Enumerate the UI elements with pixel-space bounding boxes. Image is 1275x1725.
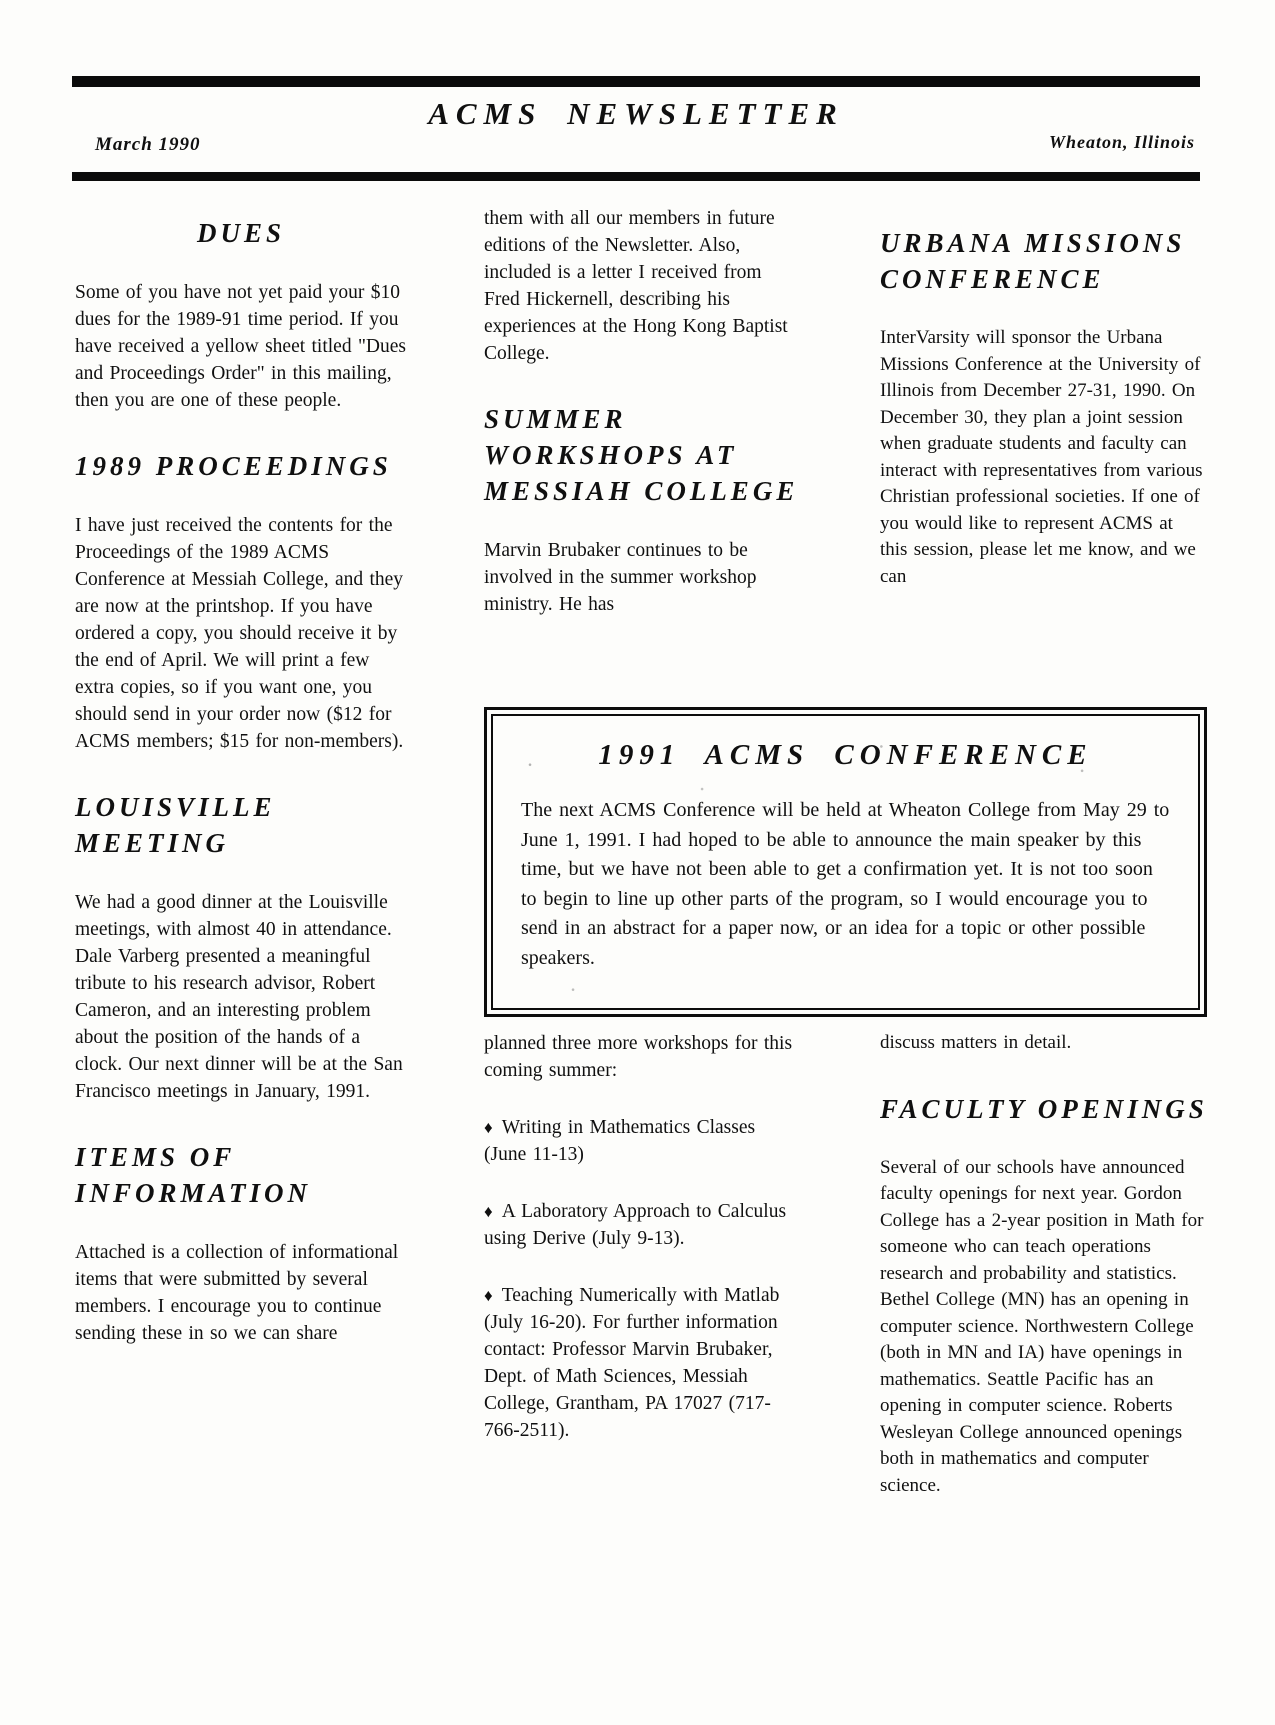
section-heading-faculty-openings: FACULTY OPENINGS [880, 1093, 1208, 1124]
urbana-continuation-paragraph: discuss matters in detail. [880, 1032, 1072, 1053]
section-heading-urbana-missions: URBANA MISSIONS CONFERENCE [880, 228, 1186, 294]
left-column [75, 195, 407, 1347]
right-column-top [880, 205, 1206, 590]
workshops-intro-paragraph: planned three more workshops for this coming summer: [484, 1033, 793, 1081]
section-heading-louisville-meeting: LOUISVILLE MEETING [75, 792, 276, 858]
right-column-bottom [880, 1030, 1210, 1499]
diamond-bullet-icon: ♦ [484, 1202, 493, 1221]
summer-workshops-paragraph: Marvin Brubaker continues to be involved in the summer workshop ministry. He has [484, 540, 757, 615]
workshop-list-item-text: A Laboratory Approach to Calculus using Derive (July 9-13). [484, 1201, 787, 1249]
top-rule [72, 76, 1200, 87]
items-continuation-paragraph: them with all our members in future editions of the Newsletter. Also, included is a letter I received from Fred Hickernell, describing his experiences at the Hong Kong Baptist College. [484, 208, 788, 364]
diamond-bullet-icon: ♦ [484, 1286, 493, 1305]
workshop-list-item [484, 1198, 802, 1252]
masthead-date: March 1990 [95, 134, 201, 155]
middle-column-bottom [484, 1030, 802, 1444]
masthead-location: Wheaton, Illinois [1048, 132, 1195, 152]
header-rule [72, 172, 1200, 181]
workshop-list-item [484, 1282, 802, 1444]
faculty-openings-paragraph: Several of our schools have announced faculty openings for next year. Gordon College has a 2-year position in Math for someone who can teach operations research and probability and statistics. Bethel College (MN) has an opening in computer science. Northwestern College (both in MN and IA) have openings in mathematics. Seattle Pacific has an opening in computer science. Roberts Wesleyan College announced openings both in mathematics and computer science. [880, 1156, 1204, 1496]
conference-announcement-box [484, 707, 1207, 1017]
items-paragraph: Attached is a collection of informational items that were submitted by several members. I encourage you to continue sending these in so we can share [75, 1242, 399, 1344]
diamond-bullet-icon: ♦ [484, 1118, 493, 1137]
urbana-paragraph: InterVarsity will sponsor the Urbana Missions Conference at the University of Illinois from December 27-31, 1990. On December 30, they plan a joint session when graduate students and faculty can interact with representatives from various Christian professional societies. If one of you would like to represent ACMS at this session, please let me know, and we can [880, 327, 1203, 587]
section-heading-1989-proceedings: 1989 PROCEEDINGS [75, 451, 392, 481]
conference-box-title: 1991 ACMS CONFERENCE [598, 739, 1093, 771]
workshop-list-item-text: Writing in Mathematics Classes (June 11-13) [484, 1117, 756, 1165]
section-heading-summer-workshops: SUMMER WORKSHOPS AT MESSIAH COLLEGE [484, 404, 799, 506]
conference-box-paragraph: The next ACMS Conference will be held at Wheaton College from May 29 to June 1, 1991. I had hoped to be able to announce the main speaker by this time, but we have not been able to get a confirmation yet. It is not too soon to begin to line up other parts of the program, so I would encourage you to send in an abstract for a paper now, or an idea for a topic or other possible speakers. [521, 799, 1170, 969]
workshop-list-item-text: Teaching Numerically with Matlab (July 16-20). For further information contact: Professor Marvin Brubaker, Dept. of Math Sciences, Messiah College, Grantham, PA 17027 (717-766-2511). [484, 1285, 780, 1441]
louisville-paragraph: We had a good dinner at the Louisville meetings, with almost 40 in attendance. Dale Varberg presented a meaningful tribute to his research advisor, Robert Cameron, and an interesting problem about the position of the hands of a clock. Our next dinner will be at the San Francisco meetings in January, 1991. [75, 892, 403, 1102]
newsletter-title: ACMS NEWSLETTER [428, 96, 844, 131]
workshop-list-item [484, 1114, 802, 1168]
conference-box-inner-border [491, 714, 1200, 1010]
dues-paragraph: Some of you have not yet paid your $10 dues for the 1989-91 time period. If you have received a yellow sheet titled "Dues and Proceedings Order" in this mailing, then you are one of these people. [75, 282, 406, 411]
section-heading-items-of-information: ITEMS OF INFORMATION [75, 1142, 312, 1208]
proceedings-paragraph: I have just received the contents for the Proceedings of the 1989 ACMS Conference at Messiah College, and they are now at the printshop. If you have ordered a copy, you should receive it by the end of April. We will print a few extra copies, so if you want one, you should send in your order now ($12 for ACMS members; $15 for non-members). [75, 515, 404, 752]
section-heading-dues: DUES [196, 218, 286, 248]
middle-column-top [484, 205, 800, 618]
